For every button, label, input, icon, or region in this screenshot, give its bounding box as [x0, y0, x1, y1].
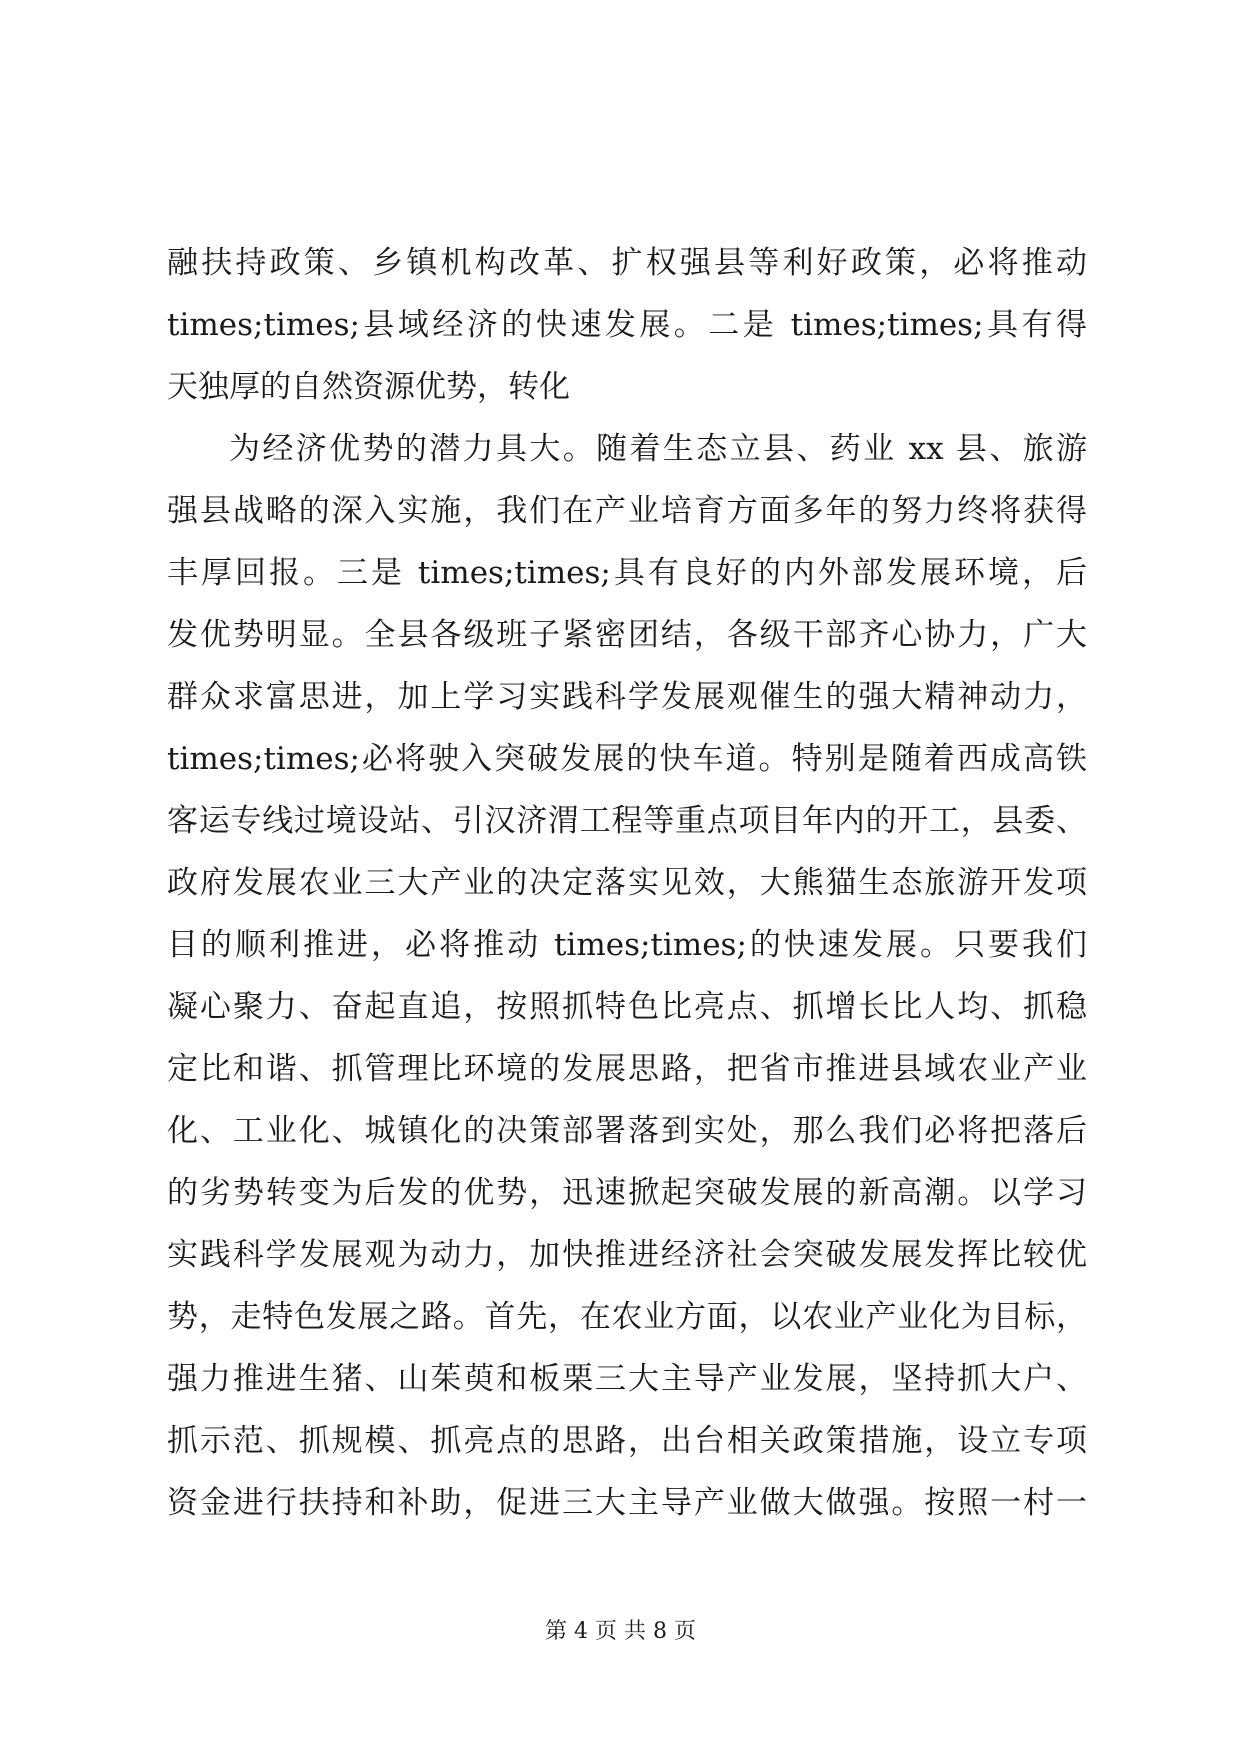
text-line: 为经济优势的潜力具大。随着生态立县、药业 xx 县、旅游: [229, 431, 1087, 467]
text-line: 凝心聚力、奋起直追，按照抓特色比亮点、抓增长比人均、抓稳: [167, 989, 1087, 1025]
text-line: 化、工业化、城镇化的决策部署落到实处，那么我们必将把落后: [167, 1113, 1087, 1149]
text-line: 目的顺利推进，必将推动 times;times;的快速发展。只要我们: [167, 927, 1087, 963]
text-line: 抓示范、抓规模、抓亮点的思路，出台相关政策措施，设立专项: [167, 1423, 1087, 1459]
text-line: 发优势明显。全县各级班子紧密团结，各级干部齐心协力，广大: [167, 617, 1087, 653]
text-line: 强力推进生猪、山茱萸和板栗三大主导产业发展，坚持抓大户、: [167, 1361, 1087, 1397]
page-number: 第 4 页 共 8 页: [545, 1619, 696, 1644]
text-line: 客运专线过境设站、引汉济渭工程等重点项目年内的开工，县委、: [167, 803, 1087, 839]
text-line: 的劣势转变为后发的优势，迅速掀起突破发展的新高潮。以学习: [167, 1175, 1087, 1211]
text-line: 资金进行扶持和补助，促进三大主导产业做大做强。按照一村一: [167, 1485, 1087, 1521]
text-line: 天独厚的自然资源优势，转化: [167, 369, 570, 405]
text-line: times;times;县域经济的快速发展。二是 times;times;具有得: [167, 307, 1087, 343]
text-line: 政府发展农业三大产业的决定落实见效，大熊猫生态旅游开发项: [167, 865, 1087, 901]
text-line: 势，走特色发展之路。首先，在农业方面，以农业产业化为目标，: [167, 1299, 1087, 1335]
text-line: 丰厚回报。三是 times;times;具有良好的内外部发展环境，后: [167, 555, 1087, 591]
text-line: 群众求富思进，加上学习实践科学发展观催生的强大精神动力，: [167, 679, 1087, 715]
text-line: 实践科学发展观为动力，加快推进经济社会突破发展发挥比较优: [167, 1237, 1087, 1273]
text-line: 融扶持政策、乡镇机构改革、扩权强县等利好政策，必将推动: [167, 245, 1087, 281]
body-text: [167, 232, 1087, 1534]
page-footer: [0, 1614, 1241, 1645]
paragraph-1: [167, 232, 1087, 418]
text-line: times;times;必将驶入突破发展的快车道。特别是随着西成高铁: [167, 741, 1087, 777]
paragraph-2: [167, 418, 1087, 1534]
text-line: 定比和谐、抓管理比环境的发展思路，把省市推进县域农业产业: [167, 1051, 1087, 1087]
text-line: 强县战略的深入实施，我们在产业培育方面多年的努力终将获得: [167, 493, 1087, 529]
